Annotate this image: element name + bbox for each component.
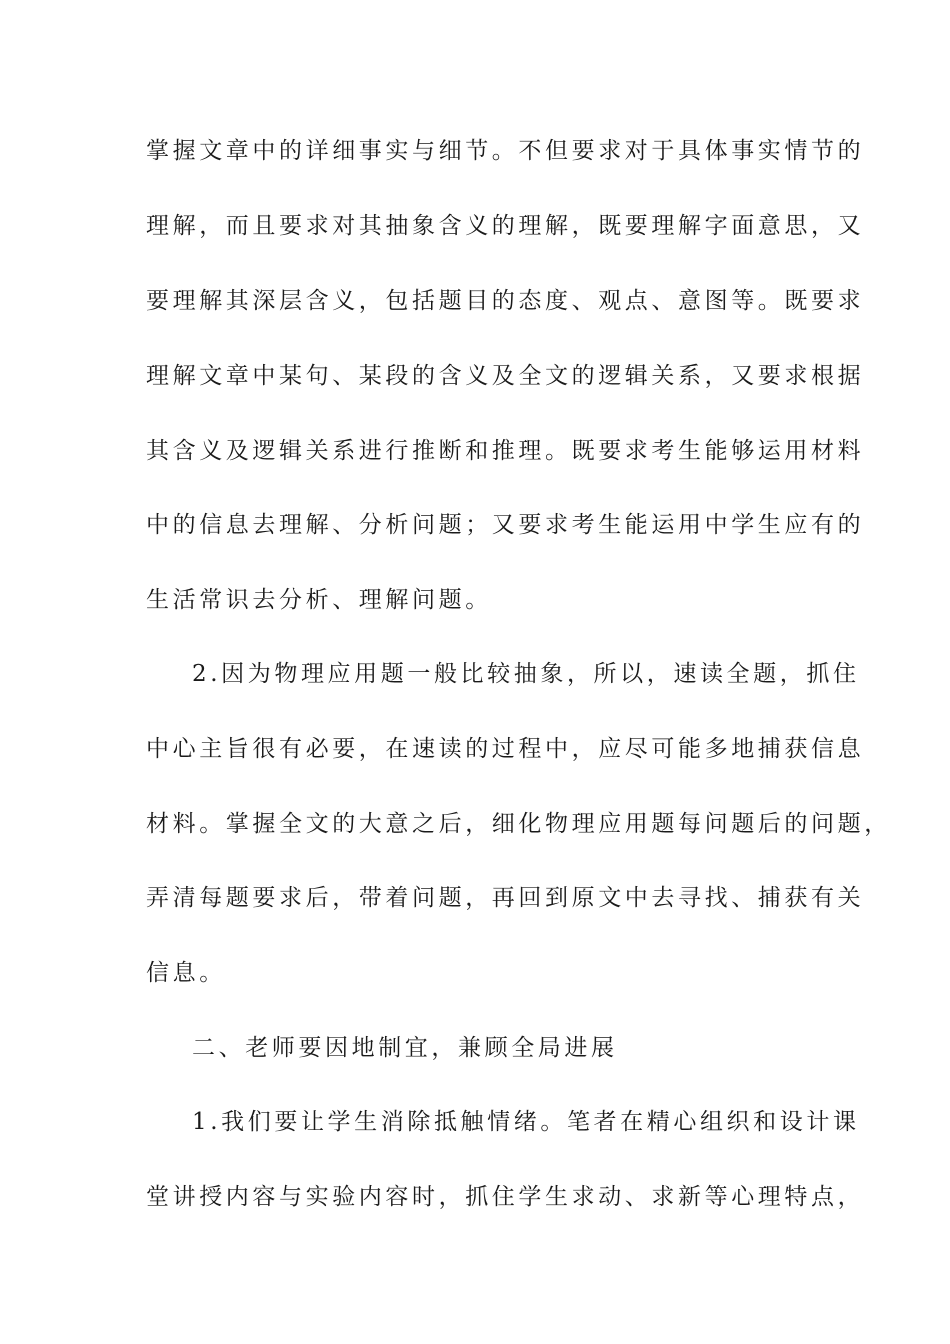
text-line: 中的信息去理解、分析问题；又要求考生能运用中学生应有的: [146, 512, 865, 538]
text-line: 材料。掌握全文的大意之后，细化物理应用题每问题后的问题，: [146, 811, 891, 837]
text-line: 掌握文章中的详细事实与细节。不但要求对于具体事实情节的: [146, 138, 865, 164]
text-line: 要理解其深层含义，包括题目的态度、观点、意图等。既要求: [146, 288, 865, 314]
text-line: 生活常识去分析、理解问题。: [146, 587, 492, 613]
text-line: 其含义及逻辑关系进行推断和推理。既要求考生能够运用材料: [146, 438, 865, 464]
text-line: 弄清每题要求后，带着问题，再回到原文中去寻找、捕获有关: [146, 885, 865, 911]
text-line: 中心主旨很有必要，在速读的过程中，应尽可能多地捕获信息: [146, 736, 865, 762]
section-heading: 二、老师要因地制宜，兼顾全局进展: [192, 1035, 618, 1061]
paragraph-start-line: 1.我们要让学生消除抵触情绪。笔者在精心组织和设计课: [192, 1109, 860, 1135]
text-line: 信息。: [146, 960, 226, 986]
paragraph-start-line: 2.因为物理应用题一般比较抽象，所以，速读全题，抓住: [192, 661, 860, 687]
text-line: 堂讲授内容与实验内容时，抓住学生求动、求新等心理特点，: [146, 1184, 865, 1210]
text-line: 理解文章中某句、某段的含义及全文的逻辑关系，又要求根据: [146, 363, 865, 389]
text-line: 理解，而且要求对其抽象含义的理解，既要理解字面意思，又: [146, 213, 865, 239]
